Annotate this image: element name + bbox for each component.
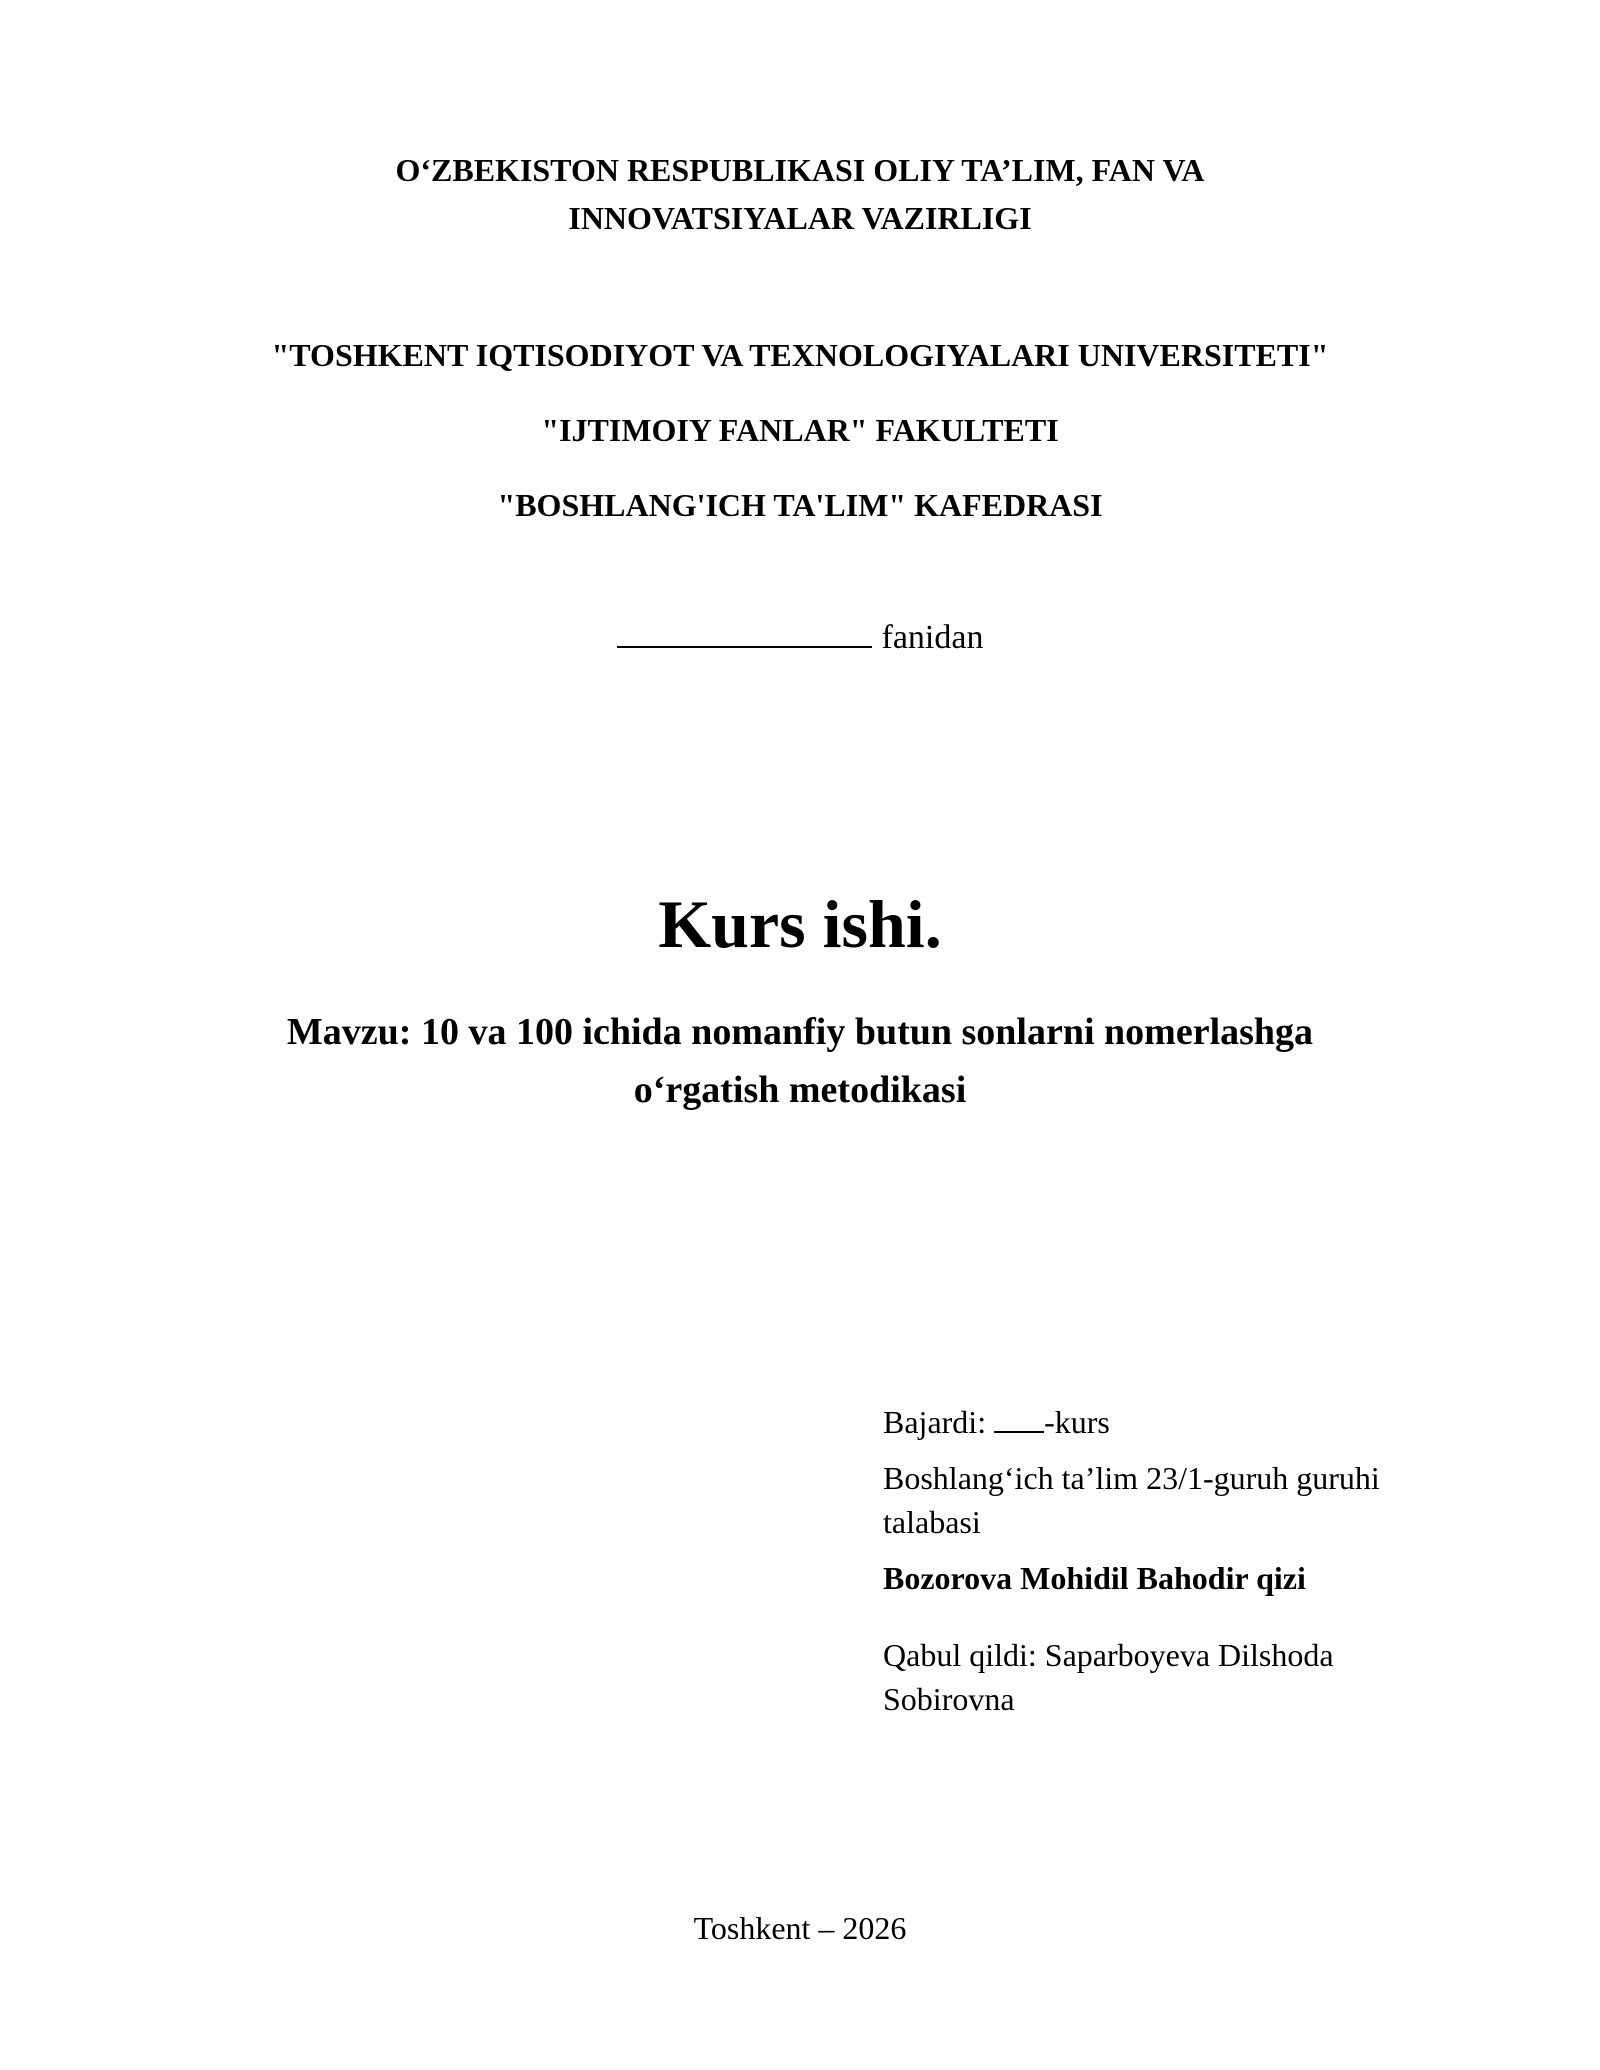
subject-suffix: fanidan: [881, 619, 984, 656]
student-name: Bozorova Mohidil Bahodir qizi: [883, 1560, 1306, 1596]
performed-label: Bajardi:: [883, 1404, 987, 1440]
ministry-line-1: O‘ZBEKISTON RESPUBLIKASI OLIY TA’LIM, FAN VA: [395, 152, 1205, 188]
city-year: Toshkent – 2026: [693, 1910, 907, 1946]
document-title: Kurs ishi.: [658, 886, 942, 962]
course-suffix: -kurs: [1044, 1404, 1110, 1440]
teacher-line-1: Qabul qildi: Saparboyeva Dilshoda: [883, 1637, 1334, 1673]
topic-line-2: o‘rgatish metodikasi: [633, 1069, 967, 1111]
course-blank: [994, 1403, 1044, 1433]
group-line-2: talabasi: [883, 1504, 981, 1540]
group-line-1: Boshlang‘ich ta’lim 23/1-guruh guruhi: [883, 1460, 1380, 1496]
group-info: [883, 1456, 1443, 1544]
faculty-name: "IJTIMOIY FANLAR" FAKULTETI: [541, 412, 1059, 448]
ministry-line-2: INNOVATSIYALAR VAZIRLIGI: [568, 200, 1032, 236]
teacher-info: [883, 1633, 1443, 1721]
department-name: "BOSHLANG'ICH TA'LIM" KAFEDRASI: [497, 487, 1103, 523]
university-name: "TOSHKENT IQTISODIYOT VA TEXNOLOGIYALARI UNIVERSITETI": [271, 337, 1329, 373]
teacher-line-2: Sobirovna: [883, 1681, 1015, 1717]
ministry-heading: [0, 146, 1600, 242]
topic-heading: [0, 1003, 1600, 1119]
subject-blank: [617, 612, 872, 648]
subject-line: [0, 612, 1600, 660]
performed-by-line: [883, 1400, 1443, 1444]
topic-line-1: Mavzu: 10 va 100 ichida nomanfiy butun sonlarni nomerlashga: [286, 1011, 1314, 1053]
